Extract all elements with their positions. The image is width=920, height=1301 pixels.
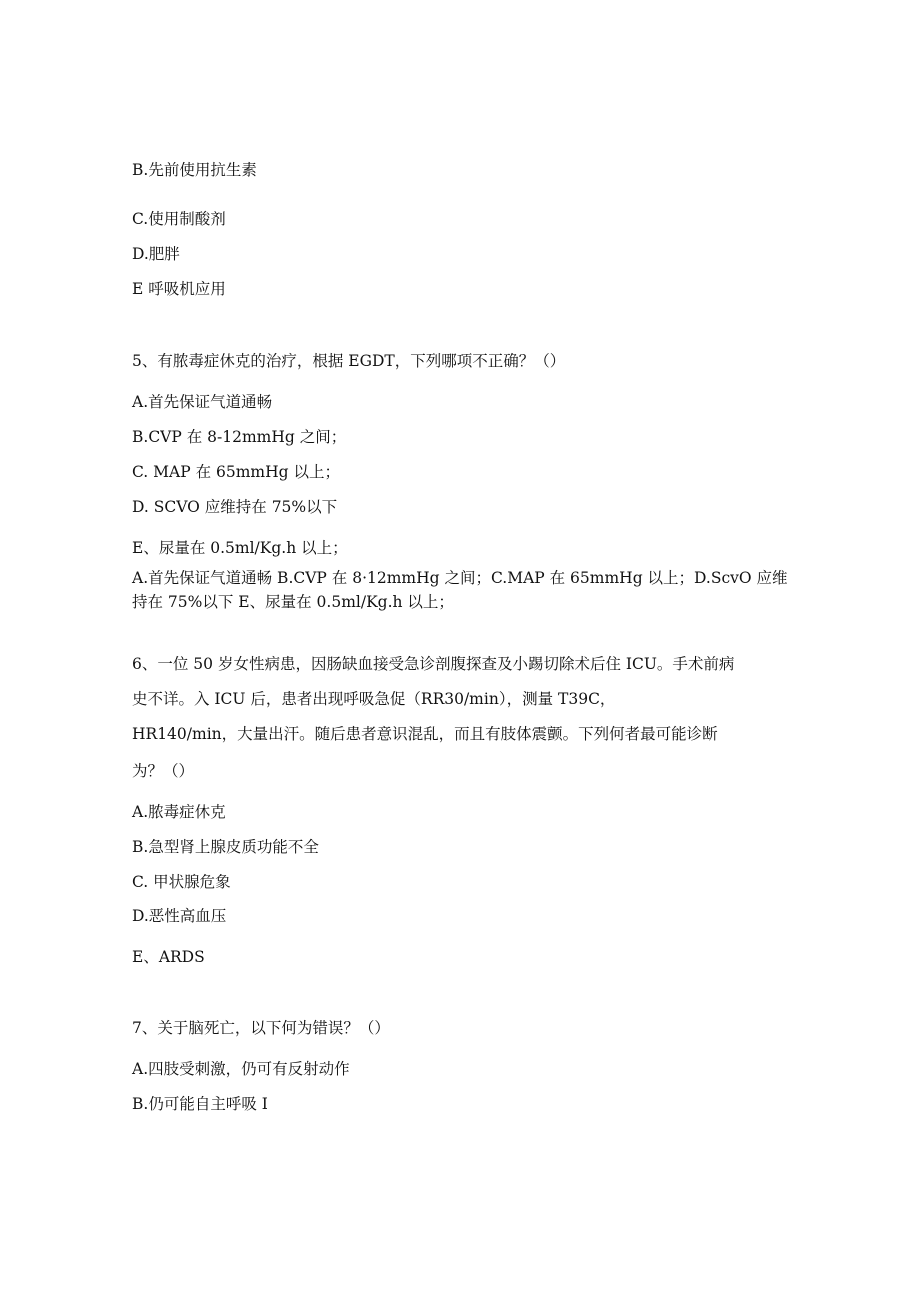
q5-option-e: E、尿量在 0.5ml/Kg.h 以上； <box>132 539 348 557</box>
q7-option-b: B.仍可能自主呼吸 I <box>132 1095 268 1113</box>
q6-option-c: C. 甲状腺危象 <box>132 873 231 891</box>
q5-option-a: A.首先保证气道通畅 <box>132 393 273 411</box>
q6-option-d: D.恶性高血压 <box>132 907 227 925</box>
q6-question-line1: 6、一位 50 岁女性病患，因肠缺血接受急诊剖腹探查及小踢切除术后住 ICU。手术前病 <box>132 655 735 673</box>
q4-option-d: D.肥胖 <box>132 245 180 263</box>
q5-option-c: C. MAP 在 65mmHg 以上； <box>132 463 340 481</box>
q5-summary-line1: A.首先保证气道通畅 B.CVP 在 8·12mmHg 之间；C.MAP 在 65mmHg 以上；D.ScvO 应维 <box>132 569 788 587</box>
q4-option-c: C.使用制酸剂 <box>132 210 226 228</box>
q4-option-e: E 呼吸机应用 <box>132 280 226 298</box>
q5-option-d: D. SCVO 应维持在 75%以下 <box>132 498 338 516</box>
q6-question-line2: 史不详。入 ICU 后，患者出现呼吸急促（RR30/min），测量 T39C， <box>132 690 616 708</box>
q6-question-line3: HR140/min，大量出汗。随后患者意识混乱，而且有肢体震颤。下列何者最可能诊断 <box>132 725 718 743</box>
q5-summary-line2: 持在 75%以下 E、尿量在 0.5ml/Kg.h 以上； <box>132 593 454 611</box>
q5-option-b: B.CVP 在 8-12mmHg 之间； <box>132 428 347 446</box>
q5-question: 5、有脓毒症休克的治疗，根据 EGDT，下列哪项不正确？（） <box>132 352 566 370</box>
q6-question-line4: 为？（） <box>132 762 195 780</box>
q6-option-b: B.急型肾上腺皮质功能不全 <box>132 838 319 856</box>
q4-option-b: B.先前使用抗生素 <box>132 161 257 179</box>
q7-option-a: A.四肢受刺激，仍可有反射动作 <box>132 1060 350 1078</box>
q7-question: 7、关于脑死亡，以下何为错误？（） <box>132 1019 390 1037</box>
q6-option-a: A.脓毒症休克 <box>132 803 226 821</box>
q6-option-e: E、ARDS <box>132 948 205 966</box>
